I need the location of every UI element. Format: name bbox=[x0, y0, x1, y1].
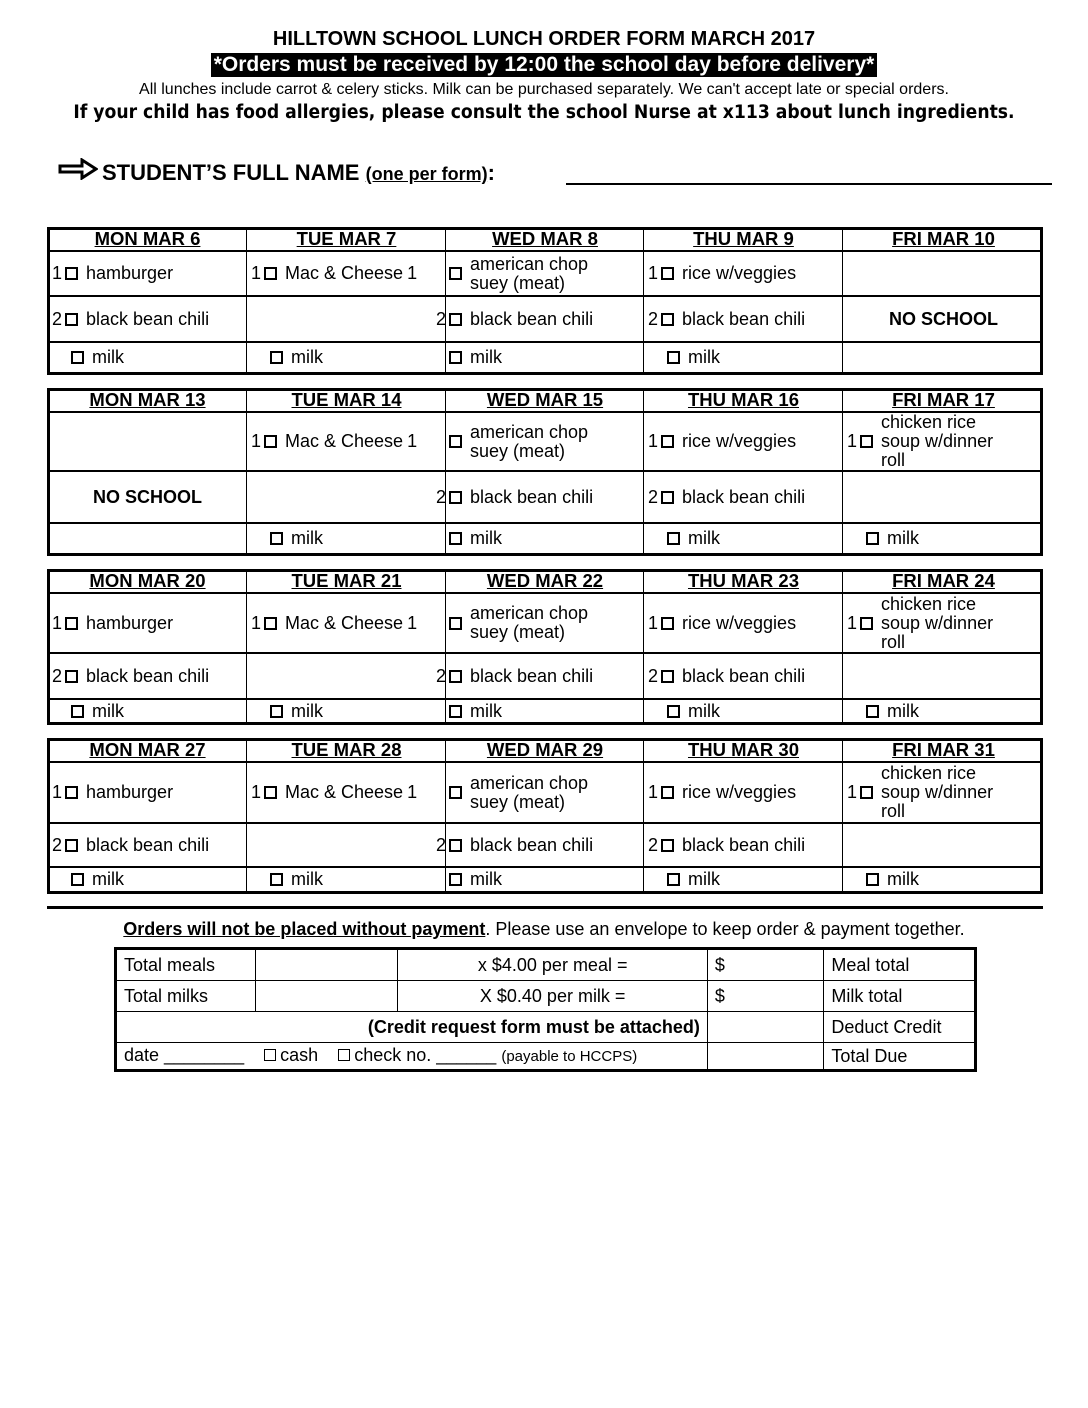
soup-line-3: roll bbox=[881, 450, 906, 470]
menu-item-mac-cheese: Mac & Cheese bbox=[285, 782, 404, 802]
total-meals-input[interactable] bbox=[255, 949, 398, 981]
payable-note: (payable to HCCPS) bbox=[501, 1048, 638, 1065]
milk-option bbox=[843, 867, 1044, 892]
week-block bbox=[47, 388, 1043, 556]
meal-option-2 bbox=[644, 823, 843, 867]
milk-option bbox=[644, 699, 843, 723]
menu-item-chili: black bean chili bbox=[682, 486, 806, 507]
chili-checkbox[interactable] bbox=[449, 313, 462, 326]
mac-cheese-checkbox[interactable] bbox=[264, 617, 277, 630]
hamburger-checkbox[interactable] bbox=[65, 617, 78, 630]
payment-method-row bbox=[116, 1043, 708, 1071]
chicken-soup-checkbox[interactable] bbox=[860, 435, 873, 448]
option-number: 1 bbox=[52, 612, 63, 633]
option-number: 2 bbox=[648, 308, 659, 329]
meal-option-1 bbox=[644, 412, 843, 471]
lunch-note: All lunches include carrot & celery sticks. Milk can be purchased separately. We can't accept late or special orders. bbox=[139, 81, 949, 98]
chili-checkbox[interactable] bbox=[661, 313, 674, 326]
chili-checkbox[interactable] bbox=[449, 491, 462, 504]
milk-rate: X $0.40 per milk = bbox=[398, 981, 708, 1012]
rice-veggies-checkbox[interactable] bbox=[661, 435, 674, 448]
milk-label: milk bbox=[291, 700, 323, 721]
allergy-note: If your child has food allergies, please consult the school Nurse at x113 about lunch ingredients. bbox=[73, 102, 1015, 123]
option-number: 1 bbox=[407, 612, 418, 633]
day-header-cell bbox=[247, 227, 446, 250]
rice-veggies-checkbox[interactable] bbox=[661, 267, 674, 280]
milk-option bbox=[48, 699, 247, 723]
meal-option-2-number bbox=[247, 471, 448, 523]
form-title: HILLTOWN SCHOOL LUNCH ORDER FORM MARCH 2017 bbox=[272, 28, 816, 50]
menu-item-chili: black bean chili bbox=[470, 308, 594, 329]
day-header: MON MAR 20 bbox=[89, 569, 206, 591]
meal-option-2 bbox=[644, 653, 843, 699]
meal-option-1 bbox=[48, 593, 247, 653]
chop-suey-line-2: suey (meat) bbox=[470, 272, 566, 293]
meal-option-1 bbox=[48, 762, 247, 823]
meal-option-2 bbox=[644, 471, 843, 523]
meal-option-1 bbox=[48, 251, 247, 296]
milk-label: milk bbox=[92, 869, 124, 889]
day-header: MON MAR 13 bbox=[89, 388, 206, 410]
chili-checkbox[interactable] bbox=[65, 839, 78, 852]
milk-checkbox[interactable] bbox=[270, 873, 283, 886]
student-name-text: STUDENT’S FULL NAME bbox=[102, 160, 366, 185]
meal-option-1 bbox=[446, 762, 644, 823]
milk-label: milk bbox=[887, 528, 919, 548]
milk-checkbox[interactable] bbox=[71, 705, 84, 718]
deduct-credit-input[interactable] bbox=[707, 1012, 823, 1043]
check-number-field[interactable]: check no. ______ bbox=[354, 1045, 497, 1065]
menu-item-chicken-soup bbox=[881, 764, 993, 821]
meal-option-2 bbox=[48, 296, 247, 342]
meal-option-1 bbox=[644, 593, 843, 653]
date-field[interactable]: date ________ bbox=[124, 1045, 245, 1065]
milk-option bbox=[446, 523, 644, 554]
option-number: 2 bbox=[435, 665, 446, 686]
day-header-cell bbox=[48, 227, 247, 250]
milk-label: milk bbox=[688, 528, 720, 548]
milk-checkbox[interactable] bbox=[866, 705, 879, 718]
soup-line-3: roll bbox=[881, 801, 906, 821]
menu-item-chili: black bean chili bbox=[86, 834, 210, 855]
week-block bbox=[47, 227, 1043, 375]
option-number: 1 bbox=[847, 431, 858, 451]
deadline-banner: *Orders must be received by 12:00 the school day before delivery* bbox=[211, 53, 878, 77]
meal-option-1 bbox=[843, 412, 1044, 471]
milk-label: milk bbox=[470, 347, 502, 367]
check-checkbox[interactable] bbox=[338, 1049, 350, 1061]
meal-option-1 bbox=[843, 762, 1044, 823]
milk-label: milk bbox=[688, 347, 720, 367]
meal-option-1 bbox=[247, 593, 448, 653]
milk-option bbox=[247, 699, 446, 723]
chop-suey-checkbox[interactable] bbox=[449, 267, 462, 280]
day-header-cell bbox=[446, 388, 644, 411]
no-school-label: NO SCHOOL bbox=[888, 308, 998, 329]
milk-checkbox[interactable] bbox=[449, 532, 462, 545]
meal-option-2-number bbox=[247, 653, 448, 699]
day-header-cell bbox=[644, 569, 843, 592]
day-header-cell bbox=[48, 738, 247, 761]
milk-option bbox=[48, 342, 247, 373]
day-header: WED MAR 8 bbox=[492, 227, 598, 249]
menu-item-chili: black bean chili bbox=[682, 308, 806, 329]
day-header-cell bbox=[843, 227, 1044, 250]
milk-label: milk bbox=[291, 528, 323, 548]
milk-option bbox=[644, 867, 843, 892]
day-header-cell bbox=[644, 388, 843, 411]
credit-note: (Credit request form must be attached) bbox=[116, 1012, 708, 1043]
milk-option bbox=[247, 523, 446, 554]
milk-option bbox=[247, 867, 446, 892]
chili-checkbox[interactable] bbox=[449, 670, 462, 683]
chili-checkbox[interactable] bbox=[65, 670, 78, 683]
day-header: FRI MAR 24 bbox=[892, 569, 995, 591]
rice-veggies-checkbox[interactable] bbox=[661, 786, 674, 799]
option-number: 1 bbox=[648, 612, 659, 633]
day-header-cell bbox=[644, 227, 843, 250]
option-number: 1 bbox=[407, 263, 418, 283]
meal-option-2 bbox=[446, 653, 644, 699]
day-header-cell bbox=[247, 569, 446, 592]
payment-table bbox=[114, 947, 977, 1072]
milk-checkbox[interactable] bbox=[667, 532, 680, 545]
option-number: 2 bbox=[648, 486, 659, 507]
day-header: THU MAR 16 bbox=[687, 388, 799, 410]
meal-option-1 bbox=[247, 251, 448, 296]
meal-option-2 bbox=[446, 296, 644, 342]
soup-line-1: chicken rice bbox=[881, 593, 977, 614]
day-header-cell bbox=[247, 388, 446, 411]
meal-option-1 bbox=[446, 412, 644, 471]
option-number: 1 bbox=[52, 263, 63, 283]
menu-item-chicken-soup bbox=[881, 595, 993, 652]
option-number: 2 bbox=[435, 486, 446, 507]
milk-option bbox=[843, 523, 1044, 554]
week-block bbox=[47, 738, 1043, 894]
menu-item-mac-cheese: Mac & Cheese bbox=[285, 431, 404, 451]
chop-suey-checkbox[interactable] bbox=[449, 435, 462, 448]
day-header-cell bbox=[48, 569, 247, 592]
milk-checkbox[interactable] bbox=[667, 873, 680, 886]
day-header-cell bbox=[446, 569, 644, 592]
menu-item-chop-suey bbox=[470, 604, 588, 642]
meal-total-label: Meal total bbox=[824, 949, 976, 981]
milk-label: milk bbox=[688, 869, 720, 889]
option-number: 1 bbox=[251, 431, 262, 451]
milk-option bbox=[446, 699, 644, 723]
milk-label: milk bbox=[887, 869, 919, 889]
soup-line-1: chicken rice bbox=[881, 763, 977, 783]
day-header: FRI MAR 10 bbox=[892, 227, 995, 249]
no-school-cell bbox=[48, 471, 247, 523]
day-header: FRI MAR 31 bbox=[892, 738, 995, 760]
option-number: 2 bbox=[435, 834, 446, 855]
day-header: TUE MAR 21 bbox=[291, 569, 402, 591]
meal-option-2-number bbox=[247, 823, 448, 867]
menu-item-chop-suey bbox=[470, 774, 588, 812]
milk-option bbox=[446, 867, 644, 892]
cash-checkbox[interactable] bbox=[264, 1049, 276, 1061]
option-number: 2 bbox=[648, 834, 659, 855]
milk-option bbox=[247, 342, 446, 373]
one-per-form-note: (one per form) bbox=[365, 164, 488, 184]
option-number: 1 bbox=[52, 782, 63, 802]
day-header: MON MAR 6 bbox=[94, 227, 201, 249]
meal-option-1 bbox=[644, 762, 843, 823]
milk-option bbox=[644, 342, 843, 373]
day-header-cell bbox=[843, 388, 1044, 411]
menu-item-chili: black bean chili bbox=[470, 665, 594, 686]
option-number: 1 bbox=[407, 431, 418, 451]
day-header: TUE MAR 7 bbox=[296, 227, 397, 249]
option-number: 2 bbox=[52, 308, 63, 329]
chili-checkbox[interactable] bbox=[661, 670, 674, 683]
option-number: 1 bbox=[251, 263, 262, 283]
no-school-label: NO SCHOOL bbox=[92, 486, 202, 507]
student-name-label bbox=[58, 158, 495, 189]
milk-label: milk bbox=[291, 347, 323, 367]
meal-option-2 bbox=[446, 471, 644, 523]
envelope-instructions: . Please use an envelope to keep order & payment together. bbox=[485, 919, 965, 939]
menu-item-rice-veggies: rice w/veggies bbox=[682, 612, 797, 633]
milk-checkbox[interactable] bbox=[667, 705, 680, 718]
menu-item-chop-suey bbox=[470, 423, 588, 461]
day-header: WED MAR 29 bbox=[486, 738, 604, 760]
day-header: WED MAR 22 bbox=[486, 569, 604, 591]
milk-checkbox[interactable] bbox=[270, 532, 283, 545]
day-header: TUE MAR 28 bbox=[291, 738, 402, 760]
milk-checkbox[interactable] bbox=[449, 873, 462, 886]
day-header: MON MAR 27 bbox=[89, 738, 206, 760]
day-header: THU MAR 9 bbox=[693, 227, 794, 249]
day-header: FRI MAR 17 bbox=[892, 388, 995, 410]
menu-item-rice-veggies: rice w/veggies bbox=[682, 431, 797, 451]
meal-option-1 bbox=[446, 251, 644, 296]
hamburger-checkbox[interactable] bbox=[65, 786, 78, 799]
milk-checkbox[interactable] bbox=[667, 351, 680, 364]
option-number: 2 bbox=[52, 834, 63, 855]
chicken-soup-checkbox[interactable] bbox=[860, 786, 873, 799]
day-header: WED MAR 15 bbox=[486, 388, 604, 410]
chili-checkbox[interactable] bbox=[65, 313, 78, 326]
meal-option-2-number bbox=[247, 296, 448, 342]
deduct-credit-label: Deduct Credit bbox=[824, 1012, 976, 1043]
menu-item-chicken-soup bbox=[881, 413, 993, 470]
milk-label: milk bbox=[291, 869, 323, 889]
day-header: THU MAR 23 bbox=[687, 569, 799, 591]
option-number: 1 bbox=[648, 431, 659, 451]
menu-item-hamburger: hamburger bbox=[86, 612, 174, 633]
week-block bbox=[47, 569, 1043, 725]
meal-option-1 bbox=[446, 593, 644, 653]
total-milks-input[interactable] bbox=[255, 981, 398, 1012]
chili-checkbox[interactable] bbox=[661, 491, 674, 504]
payment-required-text: Orders will not be placed without payment bbox=[123, 919, 486, 939]
menu-item-mac-cheese: Mac & Cheese bbox=[285, 263, 404, 283]
hamburger-checkbox[interactable] bbox=[65, 267, 78, 280]
day-header-cell bbox=[446, 738, 644, 761]
milk-label: milk bbox=[470, 700, 502, 721]
chop-suey-line-2: suey (meat) bbox=[470, 622, 566, 642]
day-header-cell bbox=[843, 569, 1044, 592]
milk-label: milk bbox=[470, 528, 502, 548]
milk-checkbox[interactable] bbox=[449, 351, 462, 364]
milk-checkbox[interactable] bbox=[449, 705, 462, 718]
milk-checkbox[interactable] bbox=[866, 873, 879, 886]
milk-checkbox[interactable] bbox=[71, 351, 84, 364]
chop-suey-line-2: suey (meat) bbox=[470, 440, 566, 461]
menu-item-chili: black bean chili bbox=[86, 308, 210, 329]
meal-option-1 bbox=[247, 762, 448, 823]
day-header: TUE MAR 14 bbox=[291, 388, 402, 410]
arrow-right-icon bbox=[58, 158, 102, 188]
day-header-cell bbox=[843, 738, 1044, 761]
milk-checkbox[interactable] bbox=[71, 873, 84, 886]
mac-cheese-checkbox[interactable] bbox=[264, 786, 277, 799]
total-due-input[interactable] bbox=[707, 1043, 823, 1071]
option-number: 1 bbox=[648, 263, 659, 283]
day-header-cell bbox=[247, 738, 446, 761]
option-number: 1 bbox=[648, 782, 659, 802]
meal-option-2 bbox=[48, 823, 247, 867]
menu-item-chop-suey bbox=[470, 255, 588, 293]
option-number: 1 bbox=[847, 612, 858, 633]
menu-item-chili: black bean chili bbox=[470, 486, 594, 507]
menu-item-chili: black bean chili bbox=[86, 665, 210, 686]
milk-label: milk bbox=[92, 700, 124, 721]
meal-option-2 bbox=[446, 823, 644, 867]
day-header: THU MAR 30 bbox=[687, 738, 799, 760]
menu-item-chili: black bean chili bbox=[470, 834, 594, 855]
meal-option-1 bbox=[644, 251, 843, 296]
total-due-label: Total Due bbox=[824, 1043, 976, 1071]
chili-checkbox[interactable] bbox=[661, 839, 674, 852]
divider bbox=[47, 906, 1043, 909]
milk-checkbox[interactable] bbox=[270, 351, 283, 364]
mac-cheese-checkbox[interactable] bbox=[264, 435, 277, 448]
option-number: 2 bbox=[648, 665, 659, 686]
chop-suey-checkbox[interactable] bbox=[449, 786, 462, 799]
no-school-cell bbox=[843, 296, 1044, 342]
chop-suey-line-1: american chop bbox=[470, 253, 589, 274]
meal-amount-input[interactable]: $ bbox=[707, 949, 823, 981]
chop-suey-line-1: american chop bbox=[470, 772, 589, 793]
menu-item-chili: black bean chili bbox=[682, 834, 806, 855]
milk-option bbox=[48, 867, 247, 892]
milk-option bbox=[446, 342, 644, 373]
chop-suey-line-2: suey (meat) bbox=[470, 791, 566, 812]
soup-line-2: soup w/dinner bbox=[881, 612, 994, 633]
menu-item-rice-veggies: rice w/veggies bbox=[682, 263, 797, 283]
meal-option-2 bbox=[48, 653, 247, 699]
menu-item-mac-cheese: Mac & Cheese bbox=[285, 612, 404, 633]
chop-suey-line-1: american chop bbox=[470, 603, 589, 623]
soup-line-2: soup w/dinner bbox=[881, 431, 994, 451]
mac-cheese-checkbox[interactable] bbox=[264, 267, 277, 280]
meal-option-2 bbox=[644, 296, 843, 342]
option-number: 2 bbox=[52, 665, 63, 686]
day-header-cell bbox=[644, 738, 843, 761]
option-number: 1 bbox=[251, 782, 262, 802]
milk-checkbox[interactable] bbox=[866, 532, 879, 545]
meal-rate: x $4.00 per meal = bbox=[398, 949, 708, 981]
milk-total-label: Milk total bbox=[824, 981, 976, 1012]
menu-item-hamburger: hamburger bbox=[86, 263, 174, 283]
colon: : bbox=[487, 160, 495, 185]
chicken-soup-checkbox[interactable] bbox=[860, 617, 873, 630]
option-number: 1 bbox=[251, 612, 262, 633]
soup-line-1: chicken rice bbox=[881, 412, 977, 432]
soup-line-3: roll bbox=[881, 631, 906, 652]
option-number: 1 bbox=[847, 782, 858, 802]
milk-amount-input[interactable]: $ bbox=[707, 981, 823, 1012]
chop-suey-checkbox[interactable] bbox=[449, 617, 462, 630]
milk-label: milk bbox=[887, 700, 919, 721]
chili-checkbox[interactable] bbox=[449, 839, 462, 852]
total-meals-label: Total meals bbox=[116, 949, 256, 981]
milk-checkbox[interactable] bbox=[270, 705, 283, 718]
milk-option bbox=[843, 699, 1044, 723]
menu-item-hamburger: hamburger bbox=[86, 782, 174, 802]
cash-label: cash bbox=[280, 1045, 319, 1065]
option-number: 1 bbox=[407, 782, 418, 802]
meal-option-1 bbox=[843, 593, 1044, 653]
day-header-cell bbox=[446, 227, 644, 250]
payment-notice bbox=[0, 918, 1088, 940]
menu-item-rice-veggies: rice w/veggies bbox=[682, 782, 797, 802]
milk-label: milk bbox=[470, 869, 502, 889]
milk-label: milk bbox=[688, 700, 720, 721]
student-name-field[interactable] bbox=[566, 183, 1052, 185]
menu-item-chili: black bean chili bbox=[682, 665, 806, 686]
soup-line-2: soup w/dinner bbox=[881, 782, 994, 802]
option-number: 2 bbox=[435, 308, 446, 329]
chop-suey-line-1: american chop bbox=[470, 421, 589, 442]
milk-label: milk bbox=[92, 347, 124, 367]
milk-option bbox=[644, 523, 843, 554]
day-header-cell bbox=[48, 388, 247, 411]
total-milks-label: Total milks bbox=[116, 981, 256, 1012]
meal-option-1 bbox=[247, 412, 448, 471]
rice-veggies-checkbox[interactable] bbox=[661, 617, 674, 630]
